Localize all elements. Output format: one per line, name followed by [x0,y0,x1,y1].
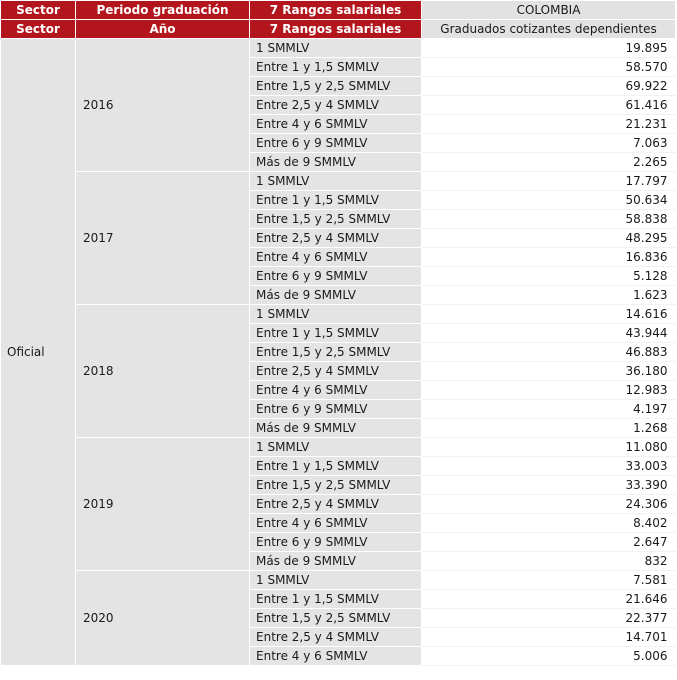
value-cell: 24.306 [422,495,676,514]
table-body [1,39,676,666]
header-row-1 [1,1,676,20]
value-cell: 22.377 [422,609,676,628]
value-cell: 1.623 [422,286,676,305]
range-cell[interactable]: Entre 4 y 6 SMMLV [250,248,422,267]
range-cell[interactable]: 1 SMMLV [250,39,422,58]
value-cell: 14.701 [422,628,676,647]
value-cell: 21.231 [422,115,676,134]
value-cell: 46.883 [422,343,676,362]
range-cell[interactable]: Entre 4 y 6 SMMLV [250,115,422,134]
header-region[interactable]: COLOMBIA [422,1,676,20]
table-row [1,39,676,58]
range-cell[interactable]: Entre 4 y 6 SMMLV [250,381,422,400]
range-cell[interactable]: Entre 6 y 9 SMMLV [250,400,422,419]
value-cell: 19.895 [422,39,676,58]
value-cell: 33.003 [422,457,676,476]
range-cell[interactable]: Más de 9 SMMLV [250,286,422,305]
value-cell: 1.268 [422,419,676,438]
header-period[interactable]: Periodo graduación [76,1,250,20]
value-cell: 11.080 [422,438,676,457]
value-cell: 14.616 [422,305,676,324]
range-cell[interactable]: Entre 1,5 y 2,5 SMMLV [250,609,422,628]
value-cell: 58.570 [422,58,676,77]
value-cell: 4.197 [422,400,676,419]
value-cell: 33.390 [422,476,676,495]
header-sector-1[interactable]: Sector [1,1,76,20]
range-cell[interactable]: Entre 2,5 y 4 SMMLV [250,362,422,381]
value-cell: 50.634 [422,191,676,210]
range-cell[interactable]: Entre 2,5 y 4 SMMLV [250,628,422,647]
header-ranges-1[interactable]: 7 Rangos salariales [250,1,422,20]
value-cell: 12.983 [422,381,676,400]
value-cell: 5.006 [422,647,676,666]
year-cell[interactable]: 2020 [76,571,250,666]
header-metric[interactable]: Graduados cotizantes dependientes [422,20,676,39]
header-ranges-2[interactable]: 7 Rangos salariales [250,20,422,39]
range-cell[interactable]: Entre 1 y 1,5 SMMLV [250,457,422,476]
range-cell[interactable]: 1 SMMLV [250,172,422,191]
value-cell: 69.922 [422,77,676,96]
range-cell[interactable]: Entre 2,5 y 4 SMMLV [250,96,422,115]
value-cell: 48.295 [422,229,676,248]
range-cell[interactable]: Entre 1,5 y 2,5 SMMLV [250,210,422,229]
range-cell[interactable]: Entre 4 y 6 SMMLV [250,647,422,666]
value-cell: 7.063 [422,134,676,153]
range-cell[interactable]: Más de 9 SMMLV [250,552,422,571]
range-cell[interactable]: 1 SMMLV [250,438,422,457]
range-cell[interactable]: Entre 2,5 y 4 SMMLV [250,495,422,514]
value-cell: 58.838 [422,210,676,229]
year-cell[interactable]: 2018 [76,305,250,438]
year-cell[interactable]: 2017 [76,172,250,305]
value-cell: 832 [422,552,676,571]
range-cell[interactable]: Entre 4 y 6 SMMLV [250,514,422,533]
range-cell[interactable]: Entre 1 y 1,5 SMMLV [250,324,422,343]
table-row [1,305,676,324]
value-cell: 2.647 [422,533,676,552]
range-cell[interactable]: Más de 9 SMMLV [250,419,422,438]
year-cell[interactable]: 2019 [76,438,250,571]
range-cell[interactable]: 1 SMMLV [250,305,422,324]
value-cell: 7.581 [422,571,676,590]
table-row [1,172,676,191]
value-cell: 61.416 [422,96,676,115]
value-cell: 8.402 [422,514,676,533]
value-cell: 36.180 [422,362,676,381]
range-cell[interactable]: Entre 1 y 1,5 SMMLV [250,191,422,210]
value-cell: 2.265 [422,153,676,172]
sector-cell[interactable]: Oficial [1,39,76,666]
range-cell[interactable]: Entre 1,5 y 2,5 SMMLV [250,343,422,362]
table-row [1,571,676,590]
range-cell[interactable]: Entre 1,5 y 2,5 SMMLV [250,77,422,96]
table-row [1,438,676,457]
range-cell[interactable]: Entre 1 y 1,5 SMMLV [250,590,422,609]
year-cell[interactable]: 2016 [76,39,250,172]
value-cell: 17.797 [422,172,676,191]
range-cell[interactable]: Entre 6 y 9 SMMLV [250,267,422,286]
range-cell[interactable]: Entre 1,5 y 2,5 SMMLV [250,476,422,495]
range-cell[interactable]: Entre 2,5 y 4 SMMLV [250,229,422,248]
range-cell[interactable]: Entre 6 y 9 SMMLV [250,134,422,153]
value-cell: 43.944 [422,324,676,343]
range-cell[interactable]: Entre 1 y 1,5 SMMLV [250,58,422,77]
header-row-2 [1,20,676,39]
range-cell[interactable]: Entre 6 y 9 SMMLV [250,533,422,552]
value-cell: 16.836 [422,248,676,267]
range-cell[interactable]: Más de 9 SMMLV [250,153,422,172]
value-cell: 21.646 [422,590,676,609]
range-cell[interactable]: 1 SMMLV [250,571,422,590]
header-year[interactable]: Año [76,20,250,39]
header-sector-2[interactable]: Sector [1,20,76,39]
value-cell: 5.128 [422,267,676,286]
